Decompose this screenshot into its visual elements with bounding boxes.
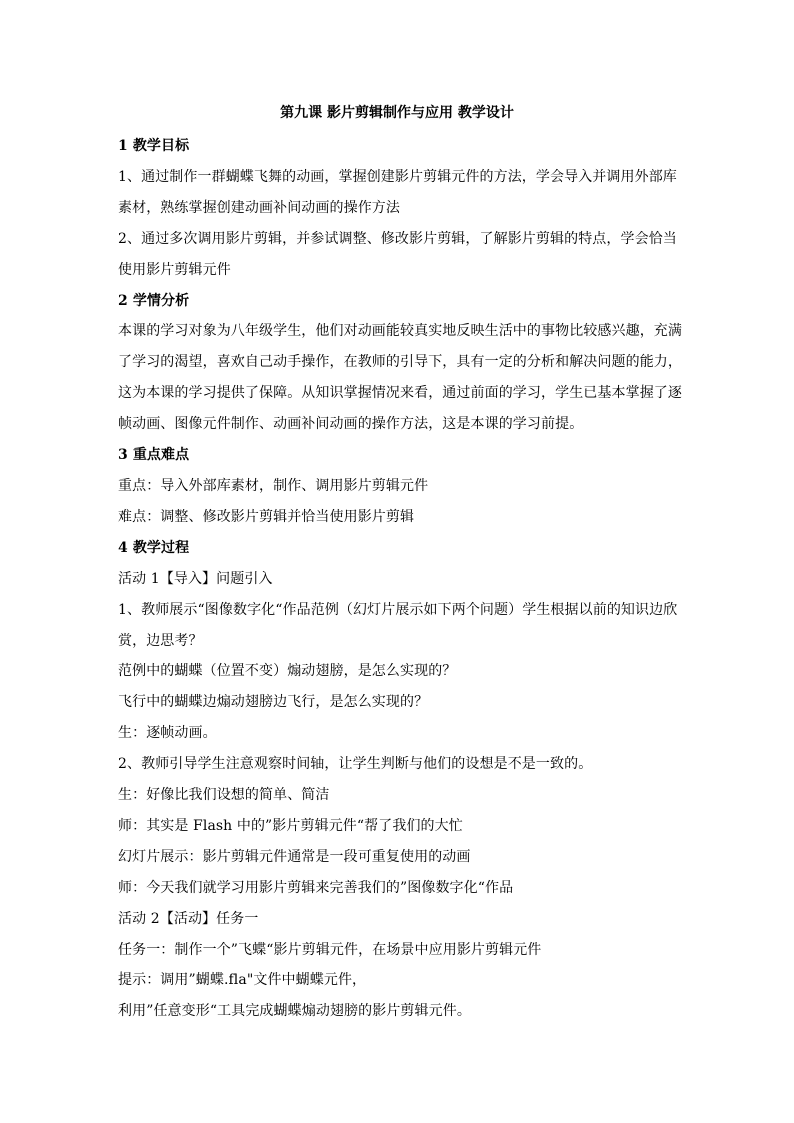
paragraph-line: 师：其实是 Flash 中的”影片剪辑元件“帮了我们的大忙 — [118, 817, 463, 834]
paragraph-line: 师：今天我们就学习用影片剪辑来完善我们的”图像数字化“作品 — [118, 879, 514, 896]
paragraph-line: 活动 2【活动】任务一 — [118, 910, 259, 927]
paragraph-line: 本课的学习对象为八年级学生，他们对动画能较真实地反映生活中的事物比较感兴趣，充满 — [118, 323, 682, 340]
paragraph-line: 帧动画、图像元件制作、动画补间动画的操作方法，这是本课的学习前提。 — [118, 416, 584, 433]
paragraph-line: 这为本课的学习提供了保障。从知识掌握情况来看，通过前面的学习，学生已基本掌握了逐 — [118, 385, 682, 402]
paragraph-line: 重点：导入外部库素材，制作、调用影片剪辑元件 — [118, 477, 429, 494]
paragraph-line: 生：逐帧动画。 — [118, 725, 217, 742]
paragraph-line: 2、教师引导学生注意观察时间轴，让学生判断与他们的设想是不是一致的。 — [118, 756, 593, 773]
document-body — [118, 131, 684, 1027]
paragraph-line: 1、通过制作一群蝴蝶飞舞的动画，掌握创建影片剪辑元件的方法，学会导入并调用外部库 — [118, 168, 677, 185]
paragraph-line: 1、教师展示“图像数字化“作品范例（幻灯片展示如下两个问题）学生根据以前的知识边欣 — [118, 601, 678, 618]
paragraph-line: 素材，熟练掌握创建动画补间动画的操作方法 — [118, 199, 400, 216]
paragraph-line: 提示：调用”蝴蝶.fla"文件中蝴蝶元件， — [118, 972, 367, 989]
paragraph-line: 难点：调整、修改影片剪辑并恰当使用影片剪辑 — [118, 508, 415, 525]
paragraph-line: 了学习的渴望，喜欢自己动手操作，在教师的引导下，具有一定的分析和解决问题的能力， — [118, 354, 682, 371]
paragraph-line: 生：好像比我们设想的简单、简洁 — [118, 787, 330, 804]
paragraph-line: 活动 1【导入】问题引入 — [118, 570, 273, 587]
paragraph-line: 飞行中的蝴蝶边煽动翅膀边飞行，是怎么实现的？ — [118, 694, 429, 711]
document-title: 第九课 影片剪辑制作与应用 教学设计 — [280, 105, 514, 121]
section-heading: 1 教学目标 — [118, 138, 190, 154]
section-heading: 3 重点难点 — [118, 447, 190, 464]
section-heading: 4 教学过程 — [118, 539, 190, 556]
paragraph-line: 幻灯片展示：影片剪辑元件通常是一段可重复使用的动画 — [118, 848, 471, 865]
paragraph-line: 赏，边思考？ — [118, 632, 203, 649]
section-heading: 2 学情分析 — [118, 292, 190, 309]
paragraph-line: 利用”任意变形“工具完成蝴蝶煽动翅膀的影片剪辑元件。 — [118, 1003, 471, 1020]
paragraph-line: 任务一：制作一个”飞蝶“影片剪辑元件，在场景中应用影片剪辑元件 — [118, 941, 542, 958]
paragraph-line: 2、通过多次调用影片剪辑，并参试调整、修改影片剪辑，了解影片剪辑的特点，学会恰当 — [118, 230, 677, 247]
paragraph-line: 范例中的蝴蝶（位置不变）煽动翅膀，是怎么实现的？ — [118, 663, 457, 680]
paragraph-line: 使用影片剪辑元件 — [118, 261, 231, 278]
